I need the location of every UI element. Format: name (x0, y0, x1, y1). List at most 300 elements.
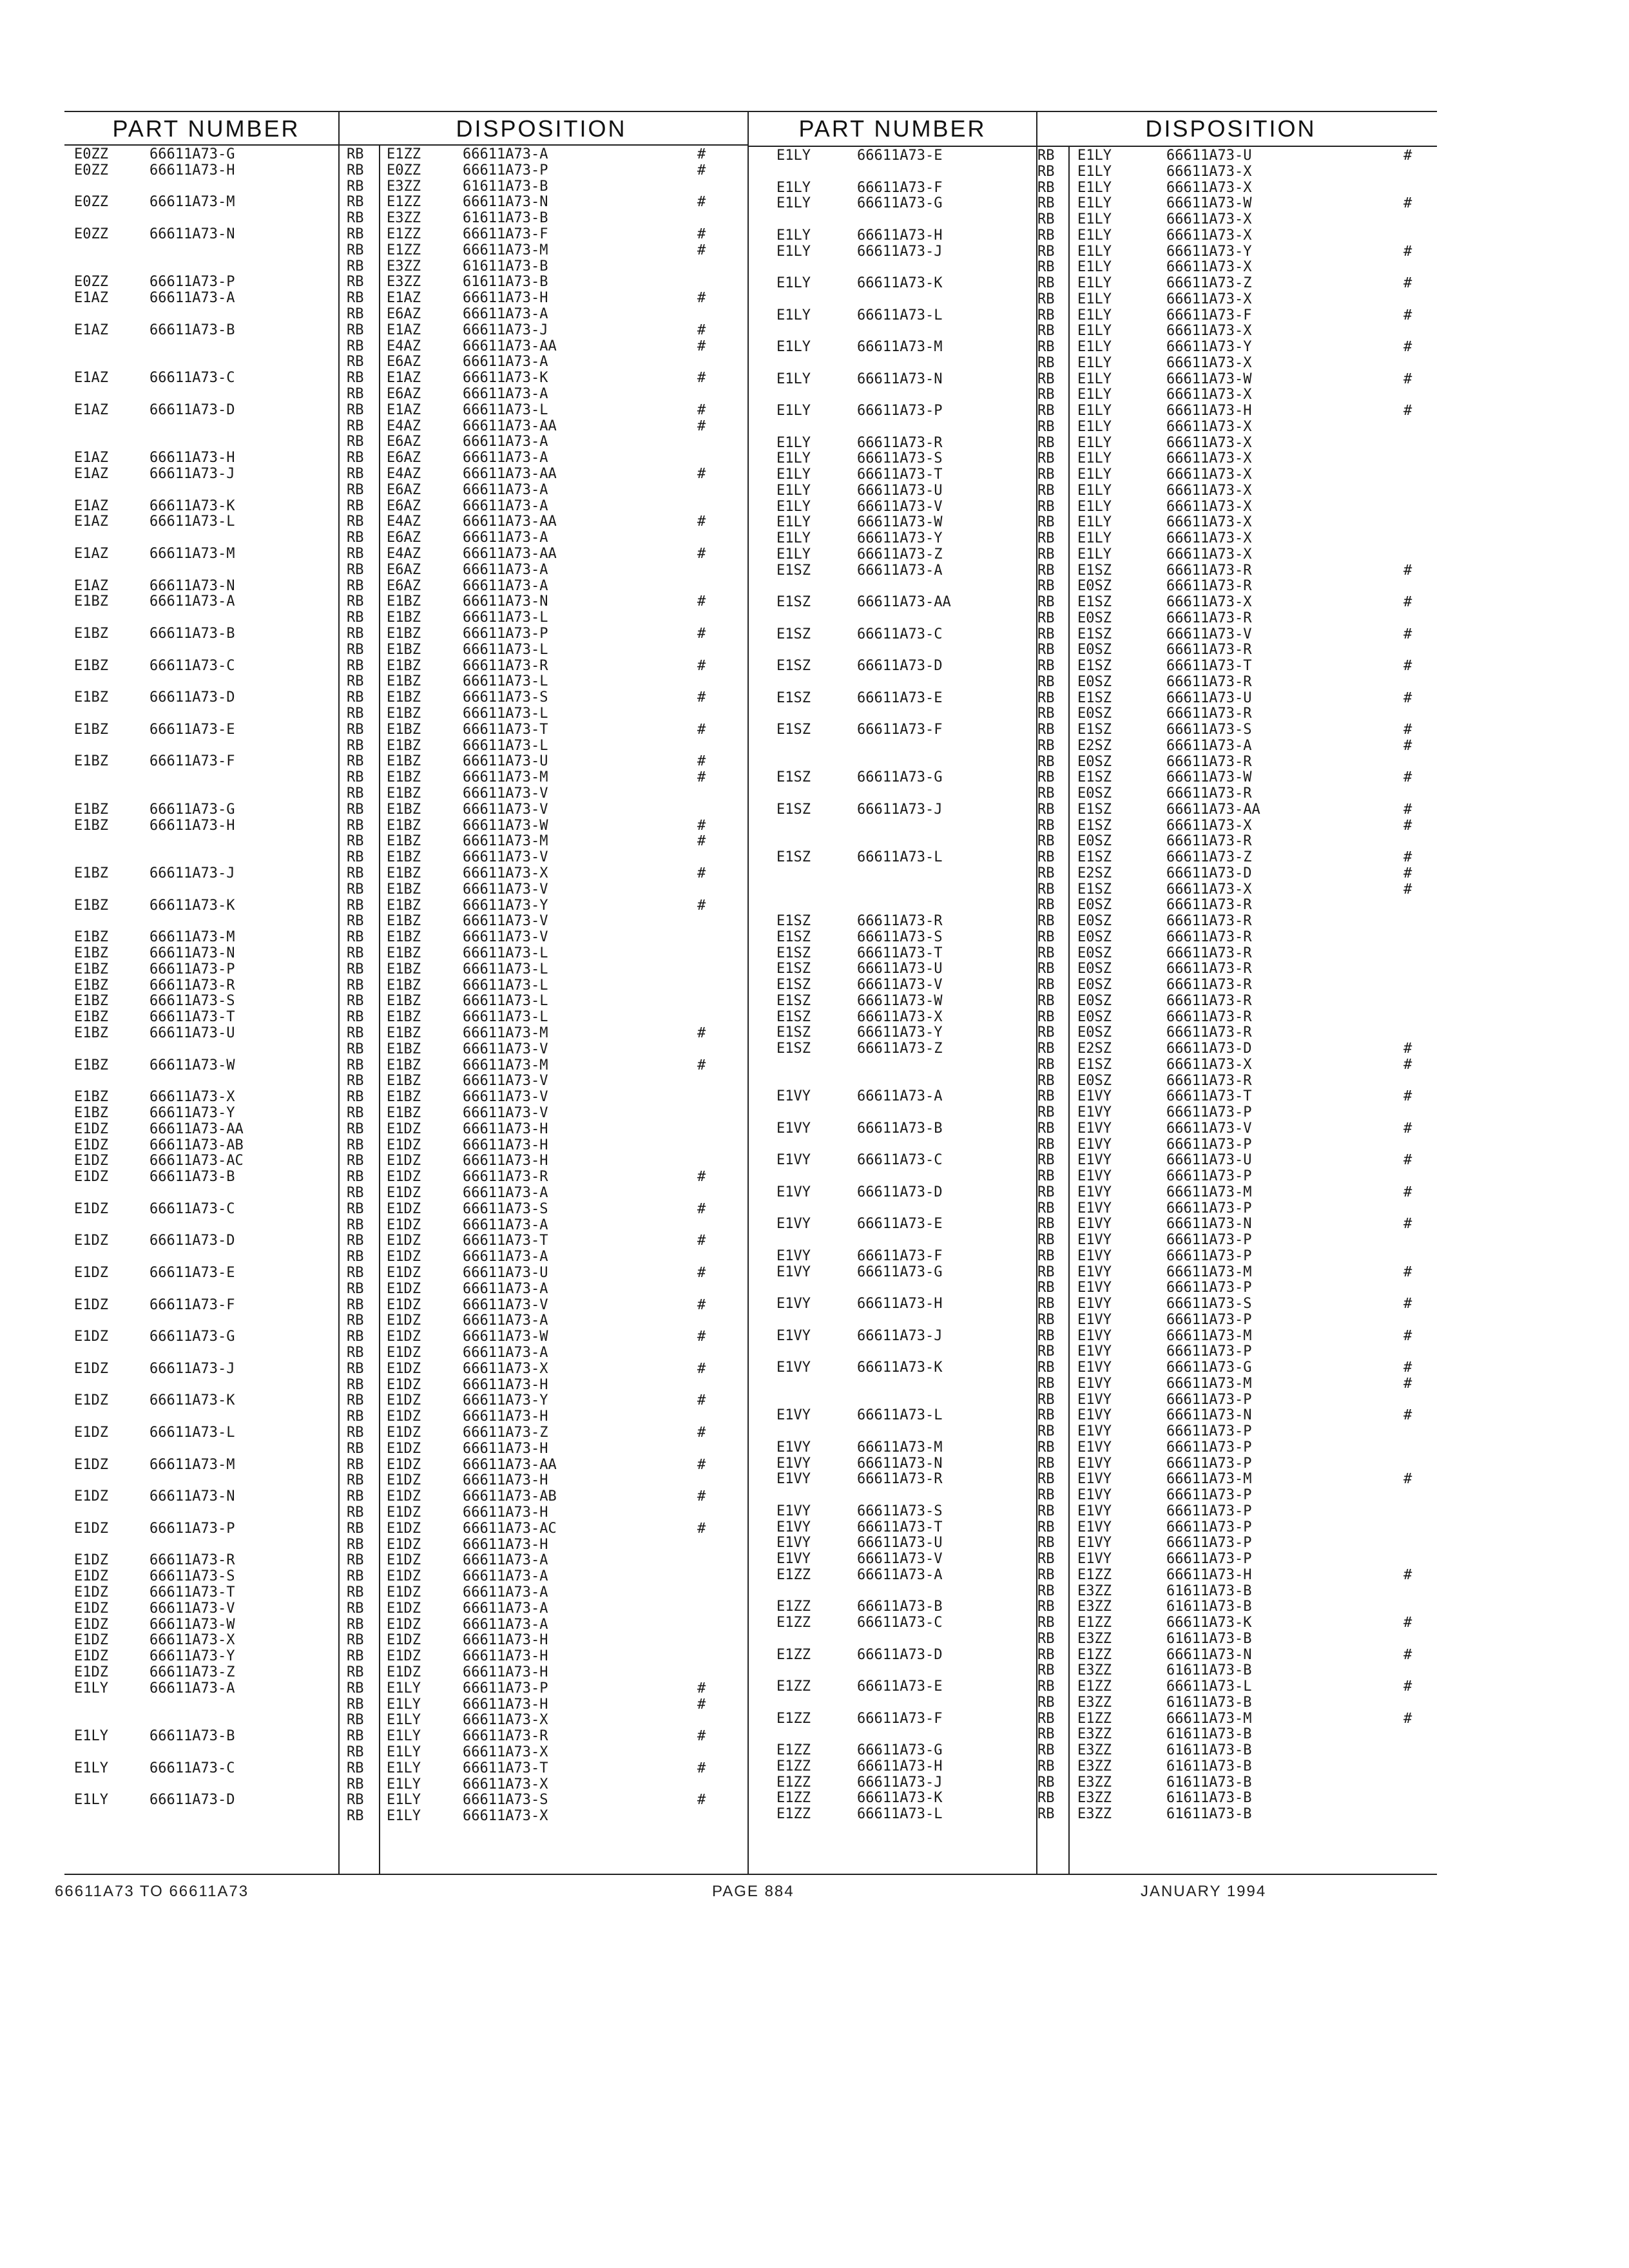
disposition-code: RB (347, 1520, 364, 1537)
part-number: 66611A73-M (149, 929, 235, 946)
part-prefix: E1BZ (74, 929, 108, 946)
interchange-mark: # (1403, 1566, 1412, 1583)
disposition-code: RB (1037, 434, 1055, 451)
disposition-prefix: E0SZ (1077, 945, 1112, 961)
part-number: 66611A73-C (149, 1200, 235, 1217)
disposition-code: RB (1037, 961, 1055, 977)
interchange-mark: # (1403, 817, 1412, 834)
part-prefix: E1LY (776, 307, 811, 323)
disposition-prefix: E1VY (1077, 1327, 1112, 1344)
disposition-part-number: 66611A73-A (463, 561, 548, 578)
part-prefix: E1DZ (74, 1425, 108, 1441)
disposition-prefix: E1VY (1077, 1296, 1112, 1312)
part-number: 66611A73-A (857, 562, 943, 579)
disposition-prefix: E3ZZ (1077, 1662, 1112, 1679)
disposition-code: RB (1037, 737, 1055, 754)
part-prefix: E1VY (776, 1439, 811, 1456)
disposition-prefix: E1LY (387, 1728, 421, 1745)
interchange-mark: # (697, 322, 706, 338)
disposition-prefix: E1ZZ (387, 226, 421, 242)
disposition-code: RB (347, 561, 364, 578)
disposition-prefix: E1BZ (387, 833, 421, 850)
part-number: 66611A73-Z (149, 1664, 235, 1680)
disposition-part-number: 66611A73-H (463, 1632, 548, 1649)
disposition-code: RB (1037, 1056, 1055, 1073)
disposition-prefix: E3ZZ (1077, 1599, 1112, 1615)
disposition-part-number: 66611A73-R (1166, 673, 1252, 690)
disposition-part-number: 66611A73-H (463, 1120, 548, 1137)
disposition-part-number: 66611A73-R (1166, 961, 1252, 977)
disposition-part-number: 66611A73-A (463, 1280, 548, 1297)
disposition-part-number: 66611A73-P (1166, 1280, 1252, 1296)
disposition-part-number: 66611A73-R (1166, 578, 1252, 595)
part-number: 66611A73-M (149, 1456, 235, 1473)
disposition-part-number: 66611A73-Z (1166, 275, 1252, 291)
disposition-prefix: E1DZ (387, 1137, 421, 1153)
interchange-mark: # (697, 466, 706, 482)
interchange-mark: # (697, 1265, 706, 1281)
disposition-prefix: E1AZ (387, 370, 421, 387)
disposition-code: RB (347, 226, 364, 242)
disposition-part-number: 66611A73-P (463, 1680, 548, 1696)
disposition-prefix: E1LY (1077, 546, 1112, 562)
disposition-prefix: E1BZ (387, 785, 421, 802)
disposition-part-number: 66611A73-L (463, 641, 548, 658)
part-prefix: E1VY (776, 1247, 811, 1264)
disposition-code: RB (1037, 1247, 1055, 1264)
disposition-code: RB (1037, 1615, 1055, 1631)
disposition-prefix: E1BZ (387, 657, 421, 674)
disposition-prefix: E1BZ (387, 929, 421, 946)
disposition-code: RB (1037, 1551, 1055, 1567)
header-rule-left (64, 144, 747, 146)
disposition-code: RB (347, 481, 364, 498)
part-number: 66611A73-Z (857, 546, 943, 562)
disposition-prefix: E1BZ (387, 817, 421, 834)
part-number: 66611A73-A (149, 593, 235, 610)
part-number: 66611A73-X (149, 1089, 235, 1106)
disposition-prefix: E1BZ (387, 673, 421, 690)
part-number: 66611A73-H (149, 162, 235, 178)
part-number: 66611A73-J (857, 1327, 943, 1344)
part-number: 66611A73-D (857, 1184, 943, 1200)
part-prefix: E1SZ (776, 945, 811, 961)
disposition-part-number: 66611A73-W (1166, 195, 1252, 212)
disposition-prefix: E1VY (1077, 1407, 1112, 1424)
disposition-code: RB (1037, 179, 1055, 196)
part-prefix: E1LY (776, 450, 811, 467)
disposition-code: RB (347, 1504, 364, 1521)
disposition-part-number: 66611A73-X (1166, 546, 1252, 562)
disposition-code: RB (347, 274, 364, 291)
disposition-part-number: 66611A73-D (1166, 865, 1252, 881)
disposition-prefix: E1BZ (387, 1041, 421, 1057)
disposition-prefix: E1LY (387, 1792, 421, 1809)
disposition-part-number: 66611A73-V (463, 881, 548, 898)
disposition-code: RB (347, 689, 364, 706)
disposition-prefix: E1LY (387, 1808, 421, 1825)
disposition-code: RB (347, 497, 364, 514)
disposition-prefix: E6AZ (387, 306, 421, 322)
part-number: 66611A73-F (149, 1296, 235, 1313)
disposition-part-number: 66611A73-S (463, 1200, 548, 1217)
disposition-code: RB (1037, 1582, 1055, 1599)
part-number: 66611A73-E (857, 148, 943, 164)
disposition-prefix: E1SZ (1077, 849, 1112, 865)
disposition-code: RB (347, 913, 364, 930)
disposition-prefix: E1LY (1077, 387, 1112, 403)
disposition-prefix: E1VY (1077, 1343, 1112, 1360)
disposition-part-number: 66611A73-L (463, 401, 548, 418)
part-prefix: E1VY (776, 1519, 811, 1535)
disposition-part-number: 66611A73-AA (1166, 801, 1260, 818)
disposition-part-number: 66611A73-U (1166, 689, 1252, 706)
disposition-code: RB (347, 1744, 364, 1760)
disposition-prefix: E1VY (1077, 1184, 1112, 1200)
disposition-prefix: E1VY (1077, 1471, 1112, 1488)
part-number: 66611A73-A (149, 290, 235, 307)
part-prefix: E1VY (776, 1296, 811, 1312)
part-prefix: E1DZ (74, 1648, 108, 1665)
part-number: 66611A73-AA (149, 1120, 244, 1137)
interchange-mark: # (697, 689, 706, 706)
disposition-part-number: 66611A73-T (463, 721, 548, 738)
part-prefix: E1DZ (74, 1520, 108, 1537)
disposition-prefix: E1VY (1077, 1120, 1112, 1137)
disposition-code: RB (347, 466, 364, 482)
part-prefix: E1AZ (74, 401, 108, 418)
part-number: 66611A73-R (149, 977, 235, 994)
part-number: 66611A73-F (857, 722, 943, 738)
disposition-code: RB (347, 1009, 364, 1026)
interchange-mark: # (1403, 1327, 1412, 1344)
part-prefix: E1BZ (74, 897, 108, 914)
part-number: 66611A73-D (149, 1233, 235, 1249)
disposition-prefix: E1LY (387, 1696, 421, 1713)
part-number: 66611A73-S (857, 928, 943, 945)
disposition-code: RB (347, 753, 364, 770)
interchange-mark: # (1403, 275, 1412, 291)
part-number: 66611A73-B (149, 1169, 235, 1186)
part-number: 66611A73-R (857, 434, 943, 451)
disposition-code: RB (1037, 1630, 1055, 1647)
part-number: 66611A73-B (149, 322, 235, 338)
disposition-part-number: 66611A73-W (1166, 769, 1252, 786)
interchange-mark: # (697, 1169, 706, 1186)
disposition-prefix: E1LY (1077, 211, 1112, 227)
disposition-part-number: 66611A73-X (1166, 418, 1252, 435)
part-number: 66611A73-L (857, 307, 943, 323)
disposition-part-number: 66611A73-X (1166, 450, 1252, 467)
disposition-code: RB (347, 1312, 364, 1329)
part-number: 66611A73-G (857, 1264, 943, 1280)
part-number: 66611A73-N (149, 577, 235, 594)
disposition-part-number: 66611A73-L (463, 945, 548, 961)
disposition-code: RB (347, 1329, 364, 1345)
interchange-mark: # (1403, 243, 1412, 260)
disposition-prefix: E1DZ (387, 1600, 421, 1617)
disposition-part-number: 61611A73-B (1166, 1742, 1252, 1758)
disposition-part-number: 66611A73-V (463, 1073, 548, 1090)
footer-range: 66611A73 TO 66611A73 (55, 1883, 249, 1900)
disposition-prefix: E3ZZ (1077, 1758, 1112, 1774)
disposition-code: RB (1037, 1184, 1055, 1200)
disposition-part-number: 66611A73-W (463, 817, 548, 834)
interchange-mark: # (1403, 1710, 1412, 1727)
part-prefix: E1SZ (776, 1041, 811, 1057)
disposition-part-number: 66611A73-P (463, 626, 548, 642)
disposition-prefix: E1BZ (387, 769, 421, 786)
disposition-code: RB (1037, 722, 1055, 738)
interchange-mark: # (697, 865, 706, 881)
part-prefix: E0ZZ (74, 194, 108, 211)
disposition-code: RB (347, 945, 364, 961)
disposition-code: RB (1037, 195, 1055, 212)
part-prefix: E1VY (776, 1216, 811, 1233)
part-number: 66611A73-V (857, 1551, 943, 1567)
disposition-code: RB (347, 322, 364, 338)
header-rule-right (747, 146, 1437, 147)
interchange-mark: # (697, 721, 706, 738)
disposition-part-number: 66611A73-X (1166, 530, 1252, 546)
disposition-code: RB (347, 961, 364, 977)
disposition-prefix: E0SZ (1077, 833, 1112, 850)
disposition-code: RB (347, 865, 364, 881)
disposition-code: RB (1037, 1503, 1055, 1519)
disposition-part-number: 66611A73-A (463, 450, 548, 466)
disposition-part-number: 66611A73-H (463, 1440, 548, 1457)
part-number: 66611A73-E (857, 1216, 943, 1233)
disposition-part-number: 66611A73-Y (463, 1392, 548, 1409)
disposition-part-number: 66611A73-H (463, 1696, 548, 1713)
disposition-code: RB (347, 1169, 364, 1186)
disposition-code: RB (1037, 1599, 1055, 1615)
part-prefix: E1BZ (74, 865, 108, 881)
disposition-part-number: 66611A73-X (1166, 227, 1252, 244)
disposition-part-number: 66611A73-P (1166, 1343, 1252, 1360)
disposition-part-number: 66611A73-M (463, 1025, 548, 1041)
disposition-code: RB (1037, 1024, 1055, 1041)
disposition-prefix: E3ZZ (387, 210, 421, 227)
disposition-code: RB (1037, 291, 1055, 307)
disposition-code: RB (347, 546, 364, 562)
part-prefix: E0ZZ (74, 226, 108, 242)
part-number: 66611A73-A (857, 1566, 943, 1583)
disposition-part-number: 61611A73-B (463, 258, 548, 274)
right-part-number-header: PART NUMBER (798, 115, 987, 142)
disposition-part-number: 66611A73-V (463, 801, 548, 818)
disposition-part-number: 66611A73-X (1166, 594, 1252, 610)
disposition-part-number: 66611A73-U (463, 753, 548, 770)
interchange-mark: # (697, 817, 706, 834)
disposition-code: RB (1037, 339, 1055, 355)
part-number: 66611A73-G (857, 1742, 943, 1758)
part-prefix: E1ZZ (776, 1742, 811, 1758)
disposition-part-number: 66611A73-V (463, 1041, 548, 1057)
interchange-mark: # (697, 226, 706, 242)
interchange-mark: # (1403, 1120, 1412, 1137)
part-prefix: E1ZZ (776, 1615, 811, 1631)
interchange-mark: # (1403, 1360, 1412, 1376)
disposition-prefix: E1BZ (387, 1105, 421, 1121)
disposition-code: RB (347, 626, 364, 642)
disposition-code: RB (347, 1185, 364, 1201)
disposition-code: RB (347, 290, 364, 307)
right-rb-divider (1068, 147, 1070, 1874)
part-prefix: E1DZ (74, 1392, 108, 1409)
part-number: 66611A73-T (857, 945, 943, 961)
disposition-code: RB (1037, 1471, 1055, 1488)
interchange-mark: # (1403, 658, 1412, 674)
disposition-part-number: 66611A73-Z (1166, 849, 1252, 865)
disposition-part-number: 66611A73-S (1166, 1296, 1252, 1312)
disposition-code: RB (1037, 243, 1055, 260)
disposition-prefix: E4AZ (387, 338, 421, 354)
disposition-prefix: E1DZ (387, 1648, 421, 1665)
part-prefix: E1DZ (74, 1616, 108, 1633)
disposition-code: RB (347, 1648, 364, 1665)
part-number: 66611A73-G (149, 801, 235, 818)
disposition-part-number: 66611A73-L (463, 673, 548, 690)
part-number: 66611A73-G (857, 195, 943, 212)
disposition-part-number: 66611A73-X (463, 1744, 548, 1760)
disposition-prefix: E1VY (1077, 1455, 1112, 1472)
disposition-code: RB (1037, 1694, 1055, 1711)
disposition-prefix: E6AZ (387, 434, 421, 450)
part-prefix: E1LY (776, 546, 811, 562)
part-number: 66611A73-A (149, 1680, 235, 1696)
disposition-part-number: 66611A73-P (1166, 1551, 1252, 1567)
disposition-part-number: 66611A73-P (1166, 1247, 1252, 1264)
disposition-prefix: E1DZ (387, 1568, 421, 1585)
disposition-prefix: E1AZ (387, 290, 421, 307)
part-prefix: E1VY (776, 1551, 811, 1567)
disposition-part-number: 66611A73-H (463, 1664, 548, 1680)
disposition-code: RB (1037, 354, 1055, 371)
disposition-prefix: E4AZ (387, 514, 421, 530)
disposition-code: RB (1037, 1311, 1055, 1328)
disposition-code: RB (1037, 801, 1055, 818)
disposition-part-number: 66611A73-N (463, 593, 548, 610)
disposition-prefix: E3ZZ (1077, 1582, 1112, 1599)
disposition-part-number: 66611A73-F (1166, 307, 1252, 323)
part-prefix: E1BZ (74, 753, 108, 770)
disposition-part-number: 66611A73-A (463, 1249, 548, 1265)
disposition-prefix: E1DZ (387, 1169, 421, 1186)
disposition-code: RB (347, 1105, 364, 1121)
part-number: 66611A73-K (149, 1392, 235, 1409)
disposition-part-number: 66611A73-N (463, 194, 548, 211)
disposition-part-number: 66611A73-V (463, 929, 548, 946)
disposition-prefix: E1VY (1077, 1232, 1112, 1248)
disposition-prefix: E1BZ (387, 1089, 421, 1106)
disposition-code: RB (347, 1296, 364, 1313)
part-prefix: E1BZ (74, 945, 108, 961)
footer-page: PAGE 884 (712, 1883, 795, 1900)
disposition-prefix: E1LY (1077, 323, 1112, 340)
disposition-code: RB (1037, 928, 1055, 945)
disposition-prefix: E1BZ (387, 641, 421, 658)
disposition-code: RB (347, 370, 364, 387)
interchange-mark: # (697, 370, 706, 387)
disposition-prefix: E1BZ (387, 801, 421, 818)
disposition-code: RB (347, 1456, 364, 1473)
disposition-part-number: 66611A73-P (1166, 1503, 1252, 1519)
disposition-part-number: 66611A73-P (463, 162, 548, 178)
part-prefix: E1BZ (74, 721, 108, 738)
disposition-code: RB (1037, 658, 1055, 674)
disposition-part-number: 66611A73-H (463, 290, 548, 307)
part-number: 66611A73-U (149, 1025, 235, 1041)
disposition-part-number: 66611A73-X (1166, 211, 1252, 227)
disposition-prefix: E1LY (1077, 275, 1112, 291)
interchange-mark: # (697, 146, 706, 162)
disposition-prefix: E0SZ (1077, 977, 1112, 993)
disposition-part-number: 66611A73-L (1166, 1678, 1252, 1695)
part-number: 66611A73-R (857, 913, 943, 929)
disposition-prefix: E1ZZ (1077, 1566, 1112, 1583)
disposition-prefix: E1DZ (387, 1472, 421, 1489)
interchange-mark: # (697, 401, 706, 418)
disposition-part-number: 66611A73-A (463, 306, 548, 322)
disposition-part-number: 66611A73-R (463, 657, 548, 674)
disposition-part-number: 66611A73-L (463, 1009, 548, 1026)
part-number: 66611A73-J (857, 1774, 943, 1791)
part-prefix: E1VY (776, 1503, 811, 1519)
disposition-code: RB (1037, 1152, 1055, 1169)
part-prefix: E1LY (776, 403, 811, 419)
part-number: 66611A73-U (857, 1535, 943, 1552)
disposition-part-number: 66611A73-R (1166, 1024, 1252, 1041)
disposition-prefix: E0SZ (1077, 578, 1112, 595)
disposition-prefix: E1BZ (387, 593, 421, 610)
disposition-code: RB (347, 881, 364, 898)
disposition-prefix: E1VY (1077, 1503, 1112, 1519)
part-prefix: E1VY (776, 1152, 811, 1169)
disposition-prefix: E1SZ (1077, 689, 1112, 706)
disposition-prefix: E1BZ (387, 1073, 421, 1090)
disposition-code: RB (347, 354, 364, 370)
disposition-part-number: 66611A73-X (1166, 179, 1252, 196)
disposition-prefix: E1BZ (387, 721, 421, 738)
part-prefix: E1VY (776, 1455, 811, 1472)
part-prefix: E1VY (776, 1535, 811, 1552)
disposition-code: RB (1037, 1742, 1055, 1758)
disposition-code: RB (347, 657, 364, 674)
part-prefix: E1DZ (74, 1137, 108, 1153)
interchange-mark: # (697, 1329, 706, 1345)
part-prefix: E1AZ (74, 514, 108, 530)
disposition-code: RB (347, 706, 364, 722)
part-prefix: E1VY (776, 1471, 811, 1488)
disposition-part-number: 66611A73-T (1166, 658, 1252, 674)
disposition-part-number: 66611A73-R (1166, 785, 1252, 802)
disposition-code: RB (1037, 1296, 1055, 1312)
part-number: 66611A73-K (149, 497, 235, 514)
disposition-part-number: 66611A73-S (463, 689, 548, 706)
part-prefix: E1AZ (74, 546, 108, 562)
disposition-prefix: E1DZ (387, 1456, 421, 1473)
disposition-code: RB (347, 162, 364, 178)
disposition-prefix: E1DZ (387, 1345, 421, 1361)
part-prefix: E0ZZ (74, 146, 108, 162)
part-number: 66611A73-N (857, 370, 943, 387)
part-number: 66611A73-K (857, 1360, 943, 1376)
part-prefix: E1BZ (74, 1105, 108, 1121)
disposition-prefix: E3ZZ (1077, 1790, 1112, 1807)
part-number: 66611A73-D (149, 401, 235, 418)
disposition-part-number: 66611A73-A (463, 434, 548, 450)
